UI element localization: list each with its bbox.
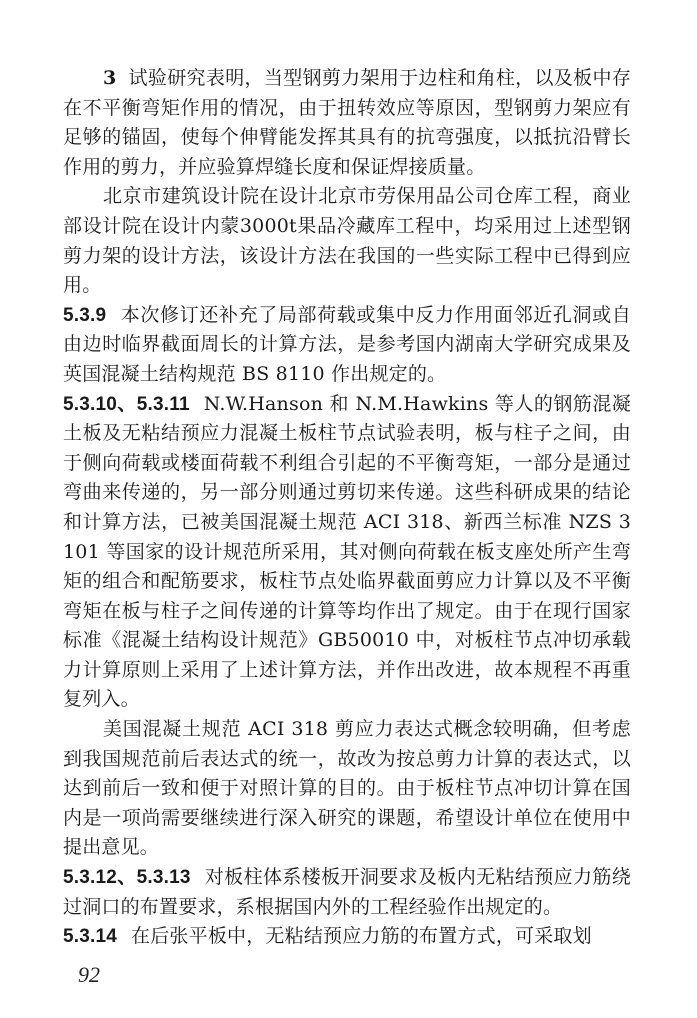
paragraph-text: 在后张平板中，无粘结预应力筋的布置方式，可采取划 — [131, 925, 592, 948]
paragraph-text: 对板柱体系楼板开洞要求及板内无粘结预应力筋绕过洞口的布置要求，系根据国内外的工程经验作出规定的。 — [63, 866, 631, 918]
clause-number: 5.3.12、5.3.13 — [63, 867, 191, 889]
page-number: 92 — [78, 962, 100, 987]
item-number: 3 — [103, 67, 117, 89]
paragraph-text: N.W.Hanson 和 N.M.Hawkins 等人的钢筋混凝土板及无粘结预应力混凝土板柱节点试验表明，板与柱子之间，由于侧向荷载或楼面荷载不利组合引起的不平衡弯矩，一部分是通过弯曲来传递的，另一部分则通过剪切来传递。这些科研成果的结论和计算方法，已被美国混凝土规范 ACI 318、新西兰标准 NZS 3101 等国家的设计规范所采用，其对侧向荷载在板支座处所产生弯矩的组合和配筋要求，板柱节点处临界截面剪应力计算以及不平衡弯矩在板与柱子之间传递的计算等均作出了规定。由于在现行国家标准《混凝土结构设计规范》GB50010 中，对板柱节点冲切承载力计算原则上采用了上述计算方法，并作出改进，故本规程不再重复列入。 — [63, 392, 631, 711]
paragraph-text: 本次修订还补充了局部荷载或集中反力作用面邻近孔洞或自由边时临界截面周长的计算方法，是参考国内湖南大学研究成果及英国混凝土结构规范 BS 8110 作出规定的。 — [63, 303, 631, 385]
clause-number: 5.3.14 — [63, 926, 118, 948]
paragraph-aci-note — [63, 715, 631, 863]
clause-5-3-12-13 — [63, 863, 631, 922]
paragraph-text: 试验研究表明，当型钢剪力架用于边柱和角柱，以及板中存在不平衡弯矩作用的情况，由于扭转效应等原因，型钢剪力架应有足够的锚固，使每个伸臂能发挥其具有的抗弯强度，以抵抗沿臂长作用的剪力，并应验算焊缝长度和保证焊接质量。 — [63, 67, 631, 178]
clause-number: 5.3.10、5.3.11 — [63, 393, 190, 415]
clause-number: 5.3.9 — [63, 304, 107, 326]
clause-5-3-10-11 — [63, 390, 631, 716]
document-page — [63, 64, 631, 952]
paragraph-text: 美国混凝土规范 ACI 318 剪应力表达式概念较明确，但考虑到我国规范前后表达式的统一，故改为按总剪力计算的表达式，以达到前后一致和便于对照计算的目的。由于板柱节点冲切计算在国内是一项尚需要继续进行深入研究的课题，希望设计单位在使用中提出意见。 — [63, 718, 631, 859]
clause-5-3-9 — [63, 301, 631, 390]
paragraph-text: 北京市建筑设计院在设计北京市劳保用品公司仓库工程，商业部设计院在设计内蒙3000t果品冷藏库工程中，均采用过上述型钢剪力架的设计方法，该设计方法在我国的一些实际工程中已得到应用。 — [63, 185, 631, 297]
paragraph-item-3 — [63, 64, 631, 182]
paragraph-application-note — [63, 182, 631, 300]
clause-5-3-14 — [63, 922, 631, 952]
